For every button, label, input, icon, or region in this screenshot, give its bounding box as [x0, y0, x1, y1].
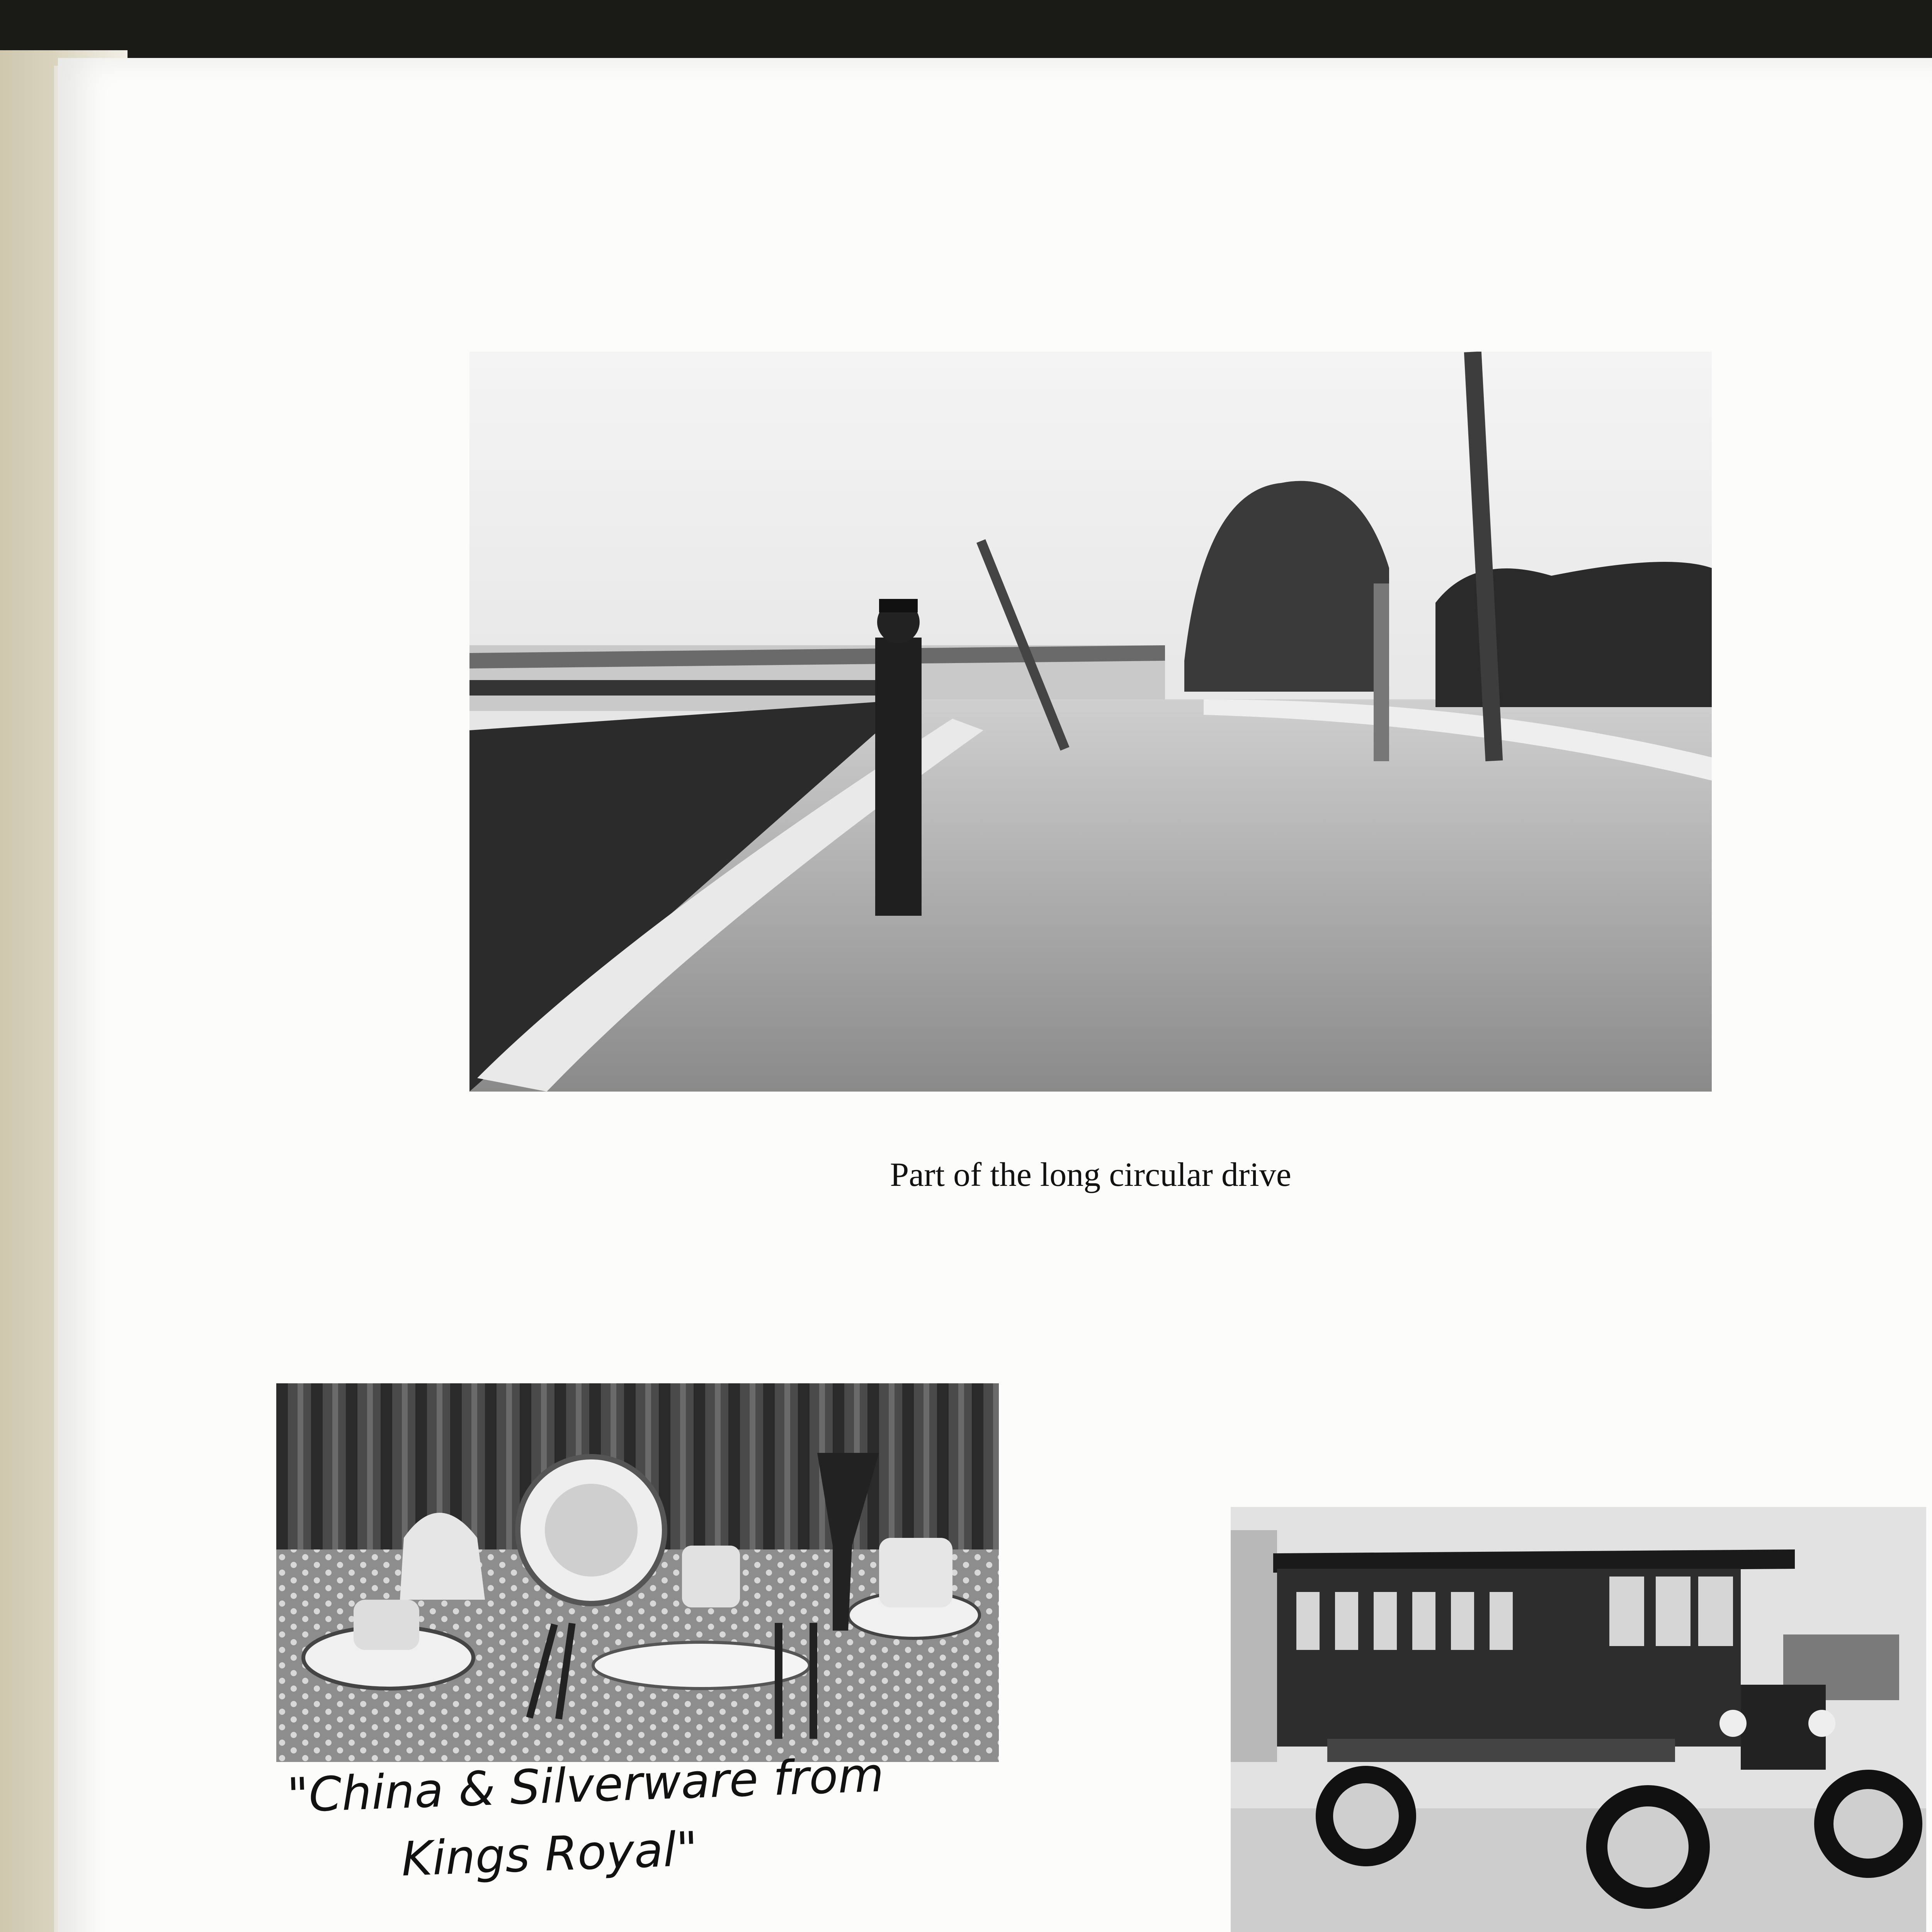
- circular-drive-photo: [469, 352, 1712, 1092]
- motor-bus-photo: [1231, 1507, 1926, 1932]
- circular-drive-caption: Part of the long circular drive: [890, 1156, 1291, 1194]
- china-caption-line-2: Kings Royal": [400, 1821, 699, 1887]
- china-caption-line-1: "China & Silverware from: [286, 1747, 885, 1823]
- china-silverware-caption: [286, 1736, 1024, 1897]
- china-silverware-photo: [276, 1383, 999, 1762]
